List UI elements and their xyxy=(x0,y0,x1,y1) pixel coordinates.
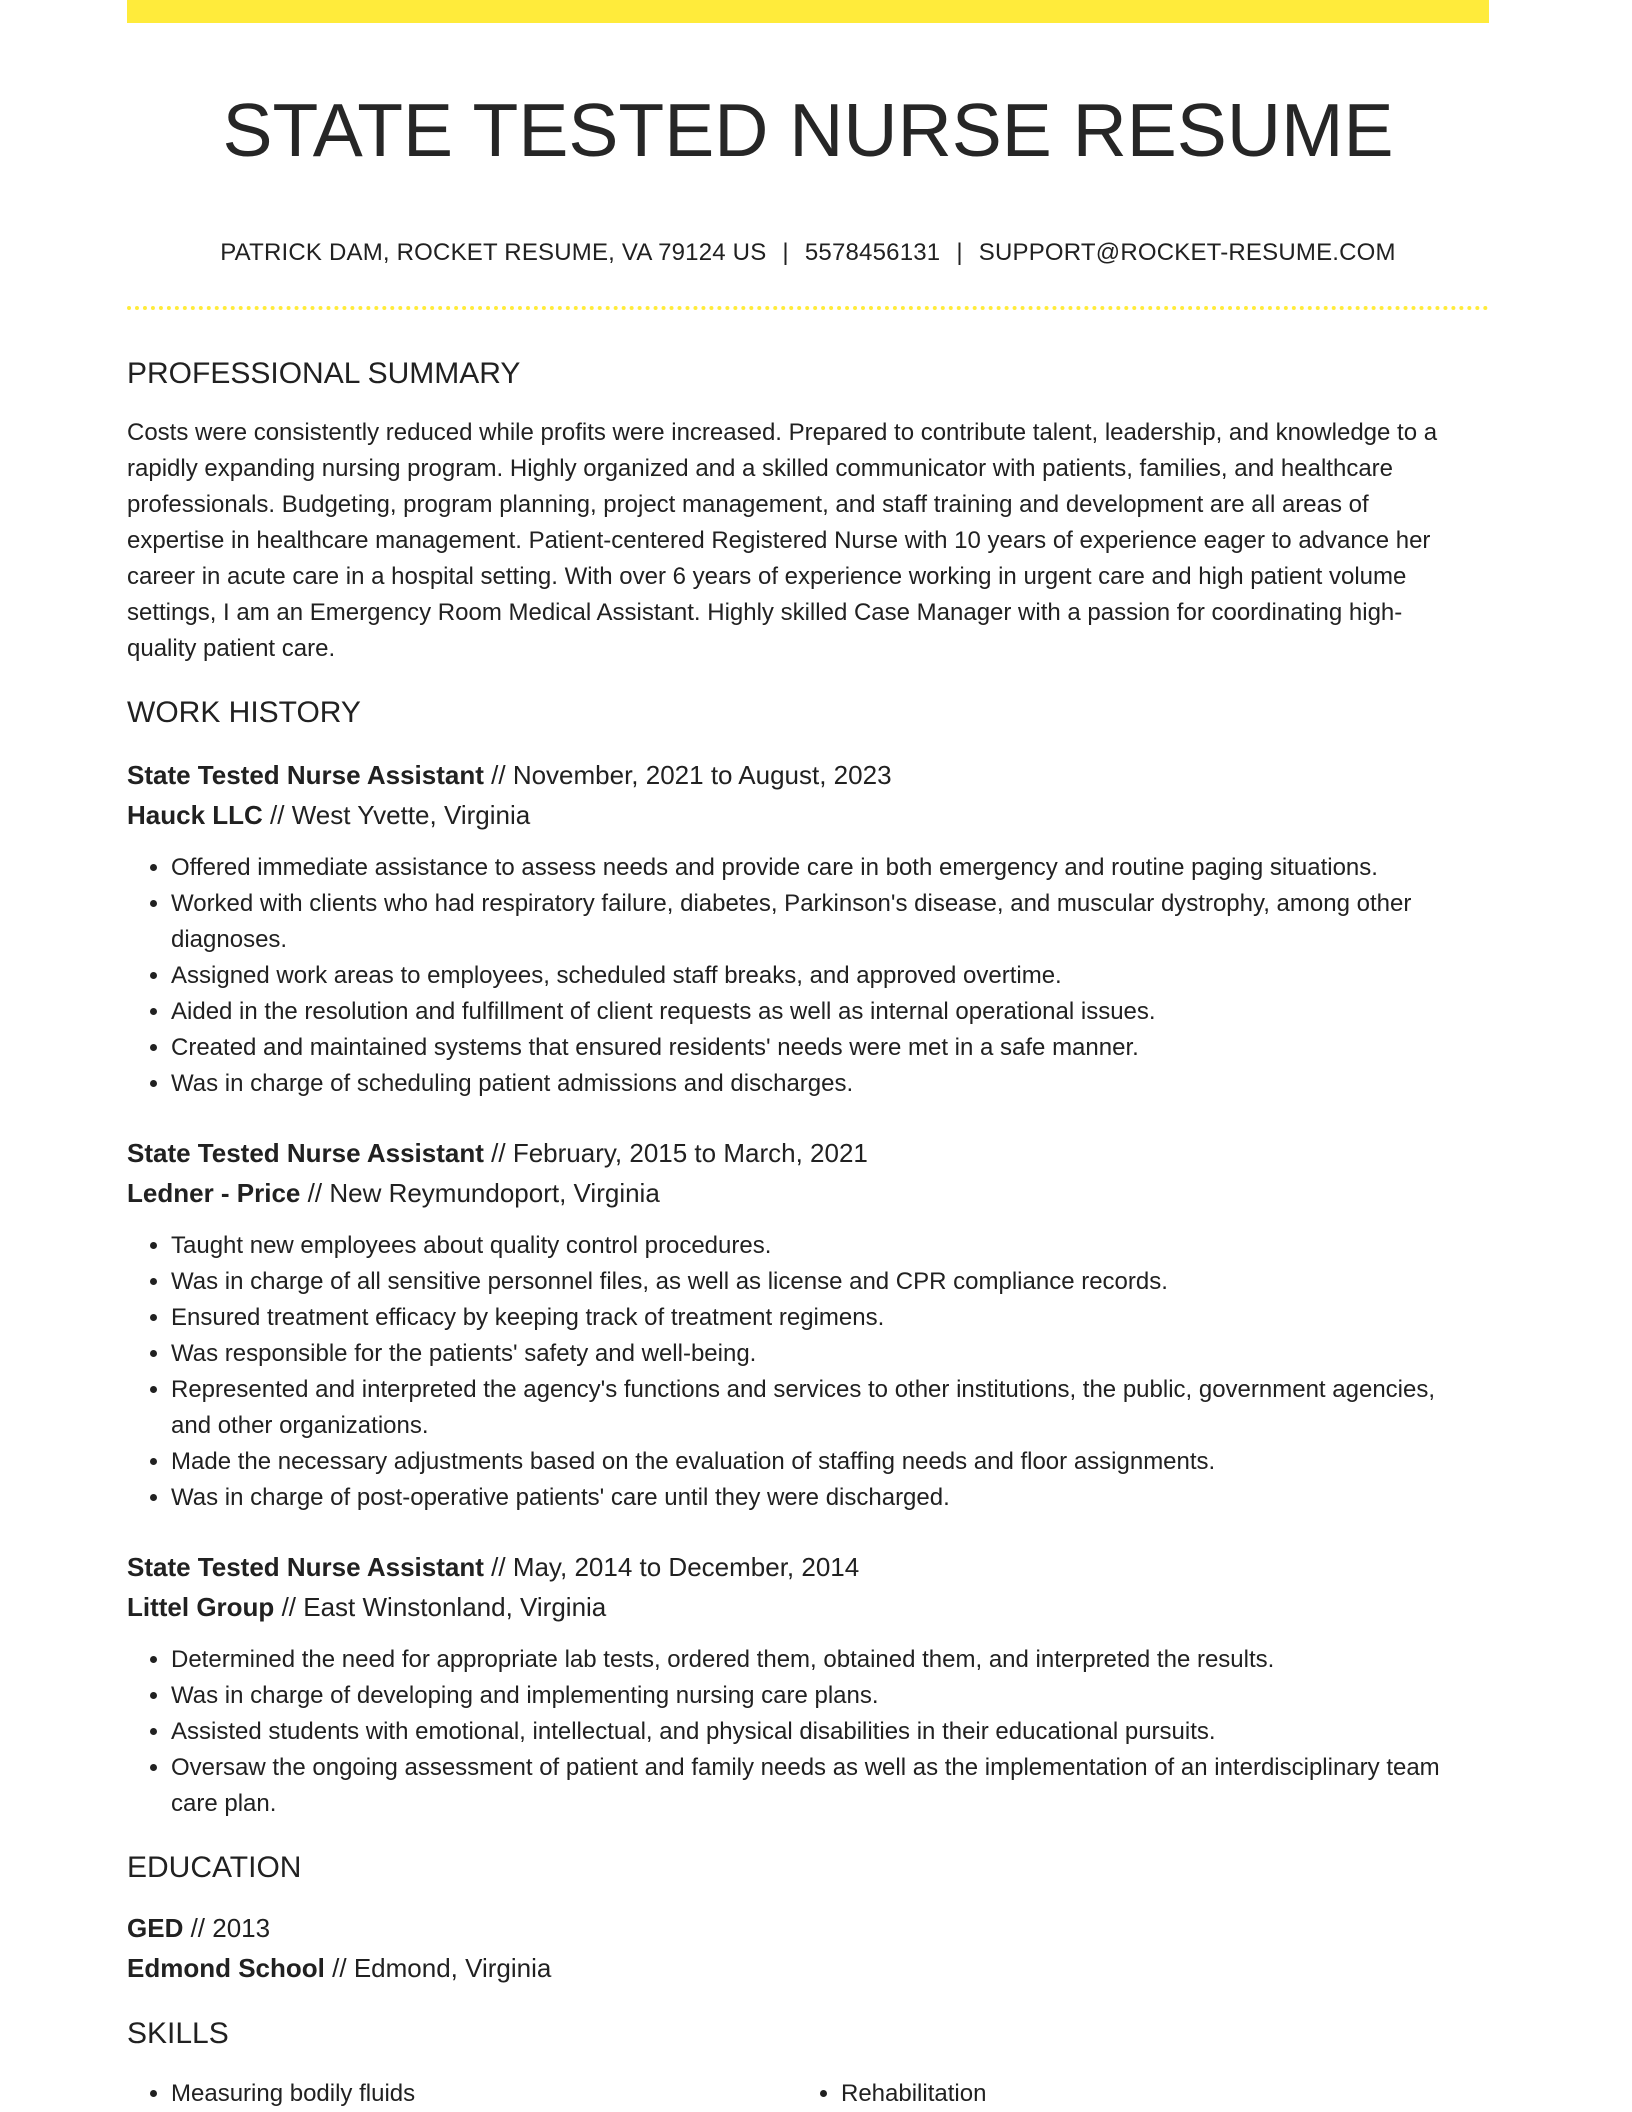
job-responsibility-item: • Determined the need for appropriate lab tests, ordered them, obtained them, and interpreted the results. xyxy=(171,1642,1461,1678)
job-responsibility-item: • Ensured treatment efficacy by keeping track of treatment regimens. xyxy=(171,1300,1461,1336)
section-heading-summary: PROFESSIONAL SUMMARY xyxy=(127,357,521,390)
section-heading-education: EDUCATION xyxy=(127,1851,302,1884)
job-responsibilities-list xyxy=(127,1228,1461,1516)
company-name: Littel Group xyxy=(127,1592,275,1622)
company-line xyxy=(127,1587,1489,1627)
job-location: New Reymundoport, Virginia xyxy=(329,1178,660,1208)
job-location: East Winstonland, Virginia xyxy=(303,1592,607,1622)
job-title: State Tested Nurse Assistant xyxy=(127,1138,484,1168)
job-responsibility-item: • Was in charge of developing and implementing nursing care plans. xyxy=(171,1678,1461,1714)
separator: // xyxy=(190,1913,206,1943)
separator: // xyxy=(281,1592,297,1622)
separator: // xyxy=(491,1552,506,1582)
contact-info xyxy=(127,238,1489,268)
job-responsibility-item: • Made the necessary adjustments based on the evaluation of staffing needs and floor assignments. xyxy=(171,1444,1461,1480)
separator: // xyxy=(332,1953,347,1983)
skills-list-right xyxy=(797,2076,1489,2112)
job-responsibility-item: • Was in charge of scheduling patient admissions and discharges. xyxy=(171,1066,1461,1102)
job-dates: November, 2021 to August, 2023 xyxy=(512,760,892,790)
job-responsibility-item: • Was in charge of post-operative patients' care until they were discharged. xyxy=(171,1480,1461,1516)
job-heading-line xyxy=(127,1547,1489,1587)
company-line xyxy=(127,1173,1489,1213)
job-responsibility-item: • Was in charge of all sensitive personnel files, as well as license and CPR compliance records. xyxy=(171,1264,1461,1300)
job-responsibility-item: • Worked with clients who had respiratory failure, diabetes, Parkinson's disease, and muscular dystrophy, among other diagnoses. xyxy=(171,886,1461,958)
education-degree: GED xyxy=(127,1913,184,1943)
job-responsibility-item: • Assigned work areas to employees, scheduled staff breaks, and approved overtime. xyxy=(171,958,1461,994)
job-responsibility-item: • Taught new employees about quality control procedures. xyxy=(171,1228,1461,1264)
job-responsibility-item: • Offered immediate assistance to assess needs and provide care in both emergency and routine paging situations. xyxy=(171,850,1461,886)
skills-list-left xyxy=(127,2076,797,2112)
degree-line xyxy=(127,1908,1489,1948)
job-title: State Tested Nurse Assistant xyxy=(127,760,484,790)
job-responsibility-item: • Created and maintained systems that ensured residents' needs were met in a safe manner. xyxy=(171,1030,1461,1066)
skill-item: • Measuring bodily fluids xyxy=(171,2076,797,2112)
summary-text: Costs were consistently reduced while profits were increased. Prepared to contribute talent, leadership, and knowledge to a rapidly expanding nursing program. Highly organized and a skilled communicator with patients, families, and healthcare professionals. Budgeting, program planning, project management, and staff training and development are all areas of expertise in healthcare management. Patient-centered Registered Nurse with 10 years of experience eager to advance her career in acute care in a hospital setting. With over 6 years of experience working in urgent care and high patient volume settings, I am an Emergency Room Medical Assistant. Highly skilled Case Manager with a passion for coordinating high-quality patient care. xyxy=(127,419,1438,662)
job-heading-line xyxy=(127,755,1489,795)
job-entry xyxy=(127,1547,1489,1822)
company-name: Hauck LLC xyxy=(127,800,263,830)
job-responsibilities-list xyxy=(127,1642,1461,1822)
job-responsibility-item: • Assisted students with emotional, intellectual, and physical disabilities in their educational pursuits. xyxy=(171,1714,1461,1750)
contact-address: PATRICK DAM, ROCKET RESUME, VA 79124 US xyxy=(220,239,767,266)
job-responsibilities-list xyxy=(127,850,1461,1102)
job-title: State Tested Nurse Assistant xyxy=(127,1552,484,1582)
skill-item: • Rehabilitation xyxy=(841,2076,1489,2112)
job-entry xyxy=(127,755,1489,1102)
contact-email: SUPPORT@ROCKET-RESUME.COM xyxy=(978,239,1396,266)
contact-phone: 5578456131 xyxy=(804,239,941,266)
job-responsibility-item: • Represented and interpreted the agency's functions and services to other institutions, the public, government agencies, and other organizations. xyxy=(171,1372,1461,1444)
contact-separator: | xyxy=(782,239,789,266)
job-dates: February, 2015 to March, 2021 xyxy=(512,1138,868,1168)
separator: // xyxy=(307,1178,323,1208)
company-line xyxy=(127,795,1489,835)
contact-separator: | xyxy=(956,239,963,266)
school-name: Edmond School xyxy=(127,1953,325,1983)
skills-grid xyxy=(127,2076,1489,2112)
separator: // xyxy=(491,1138,506,1168)
job-heading-line xyxy=(127,1133,1489,1173)
separator: // xyxy=(491,760,506,790)
school-line xyxy=(127,1948,1489,1988)
school-location: Edmond, Virginia xyxy=(353,1953,552,1983)
dotted-divider xyxy=(127,306,1489,310)
separator: // xyxy=(270,800,285,830)
education-year: 2013 xyxy=(212,1913,271,1943)
job-responsibility-item: • Aided in the resolution and fulfillment of client requests as well as internal operational issues. xyxy=(171,994,1461,1030)
job-entry xyxy=(127,1133,1489,1516)
education-entry xyxy=(127,1908,1489,1988)
company-name: Ledner - Price xyxy=(127,1178,301,1208)
job-dates: May, 2014 to December, 2014 xyxy=(512,1552,860,1582)
section-heading-skills: SKILLS xyxy=(127,2017,229,2050)
section-heading-work-history: WORK HISTORY xyxy=(127,696,361,729)
resume-title: STATE TESTED NURSE RESUME xyxy=(222,88,1394,172)
job-responsibility-item: • Was responsible for the patients' safety and well-being. xyxy=(171,1336,1461,1372)
job-responsibility-item: • Oversaw the ongoing assessment of patient and family needs as well as the implementation of an interdisciplinary team care plan. xyxy=(171,1750,1461,1822)
resume-content xyxy=(127,0,1489,2112)
job-location: West Yvette, Virginia xyxy=(291,800,531,830)
